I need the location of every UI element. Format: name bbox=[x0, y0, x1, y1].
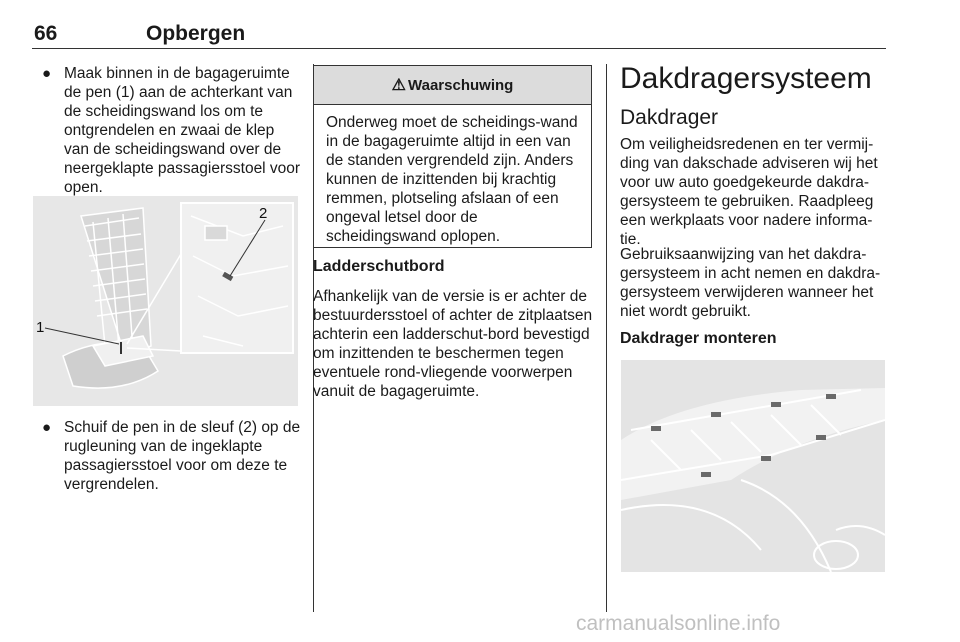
figure-label-2: 2 bbox=[259, 205, 268, 222]
page-title: Opbergen bbox=[146, 22, 246, 45]
roof-mount-heading: Dakdrager monteren bbox=[620, 330, 777, 347]
warning-text: Onderweg moet de scheidings-wand in de bagageruimte altijd in een van de standen vergrendeld zijn. Anders kunnen de inzittenden bij krachtig remmen, plotseling afslaan of een ongeval letsel door de scheidingswand oplopen. bbox=[326, 114, 578, 245]
warning-header bbox=[314, 66, 591, 105]
ladder-text: Afhankelijk van de versie is er achter de bestuurdersstoel of achter de zitplaatsen achterin een ladderschut-bord bevestigd om inzittenden te beschermen tegen eventuele rond-vliegende voorwerpen vanuit de bagageruimte. bbox=[313, 288, 593, 400]
column-1 bbox=[40, 64, 302, 197]
list-item bbox=[40, 418, 302, 494]
column-1-bottom bbox=[40, 418, 302, 494]
page-header bbox=[32, 22, 886, 46]
roof-rack-illustration bbox=[621, 360, 885, 572]
roof-paragraph-2: Gebruiksaanwijzing van het dakdra-gersysteem in acht nemen en dakdra-gersysteem verwijderen wanneer het niet wordt gebruikt. bbox=[620, 246, 881, 320]
partition-wall-illustration bbox=[33, 196, 298, 406]
roof-paragraph-1: Om veiligheidsredenen en ter vermij-ding van dakschade adviseren wij het voor uw auto goedgekeurde dakdra-gersysteem te gebruiken. Raadpleeg een werkplaats voor nadere informa-tie. bbox=[620, 136, 878, 248]
figure-label-1: 1 bbox=[36, 319, 45, 336]
instruction-text-1: Maak binnen in de bagageruimte de pen (1) aan de achterkant van de scheidingswand los om te ontgrendelen en zwaai de klep van de scheidingswand over de neergeklapte passagiersstoel voor open. bbox=[64, 65, 301, 196]
list-item bbox=[40, 64, 302, 197]
header-divider bbox=[32, 48, 886, 49]
ladder-heading: Ladderschutbord bbox=[313, 258, 445, 275]
page-number: 66 bbox=[34, 22, 58, 45]
bullet-icon: ● bbox=[42, 65, 52, 82]
partition-wall-drawing bbox=[33, 196, 298, 406]
watermark: carmanualsonline.info bbox=[576, 612, 781, 635]
warning-title: Waarschuwing bbox=[408, 76, 514, 94]
subsection-title: Dakdrager bbox=[620, 106, 719, 129]
warning-box bbox=[313, 65, 592, 248]
roof-rack-drawing bbox=[621, 360, 885, 572]
bullet-icon: ● bbox=[42, 419, 52, 436]
instruction-text-2: Schuif de pen in de sleuf (2) op de rugleuning van de ingeklapte passagiersstoel voor om deze te vergrendelen. bbox=[64, 419, 301, 493]
warning-icon: ⚠ bbox=[391, 77, 407, 94]
section-title: Dakdragersysteem bbox=[620, 62, 872, 95]
column-divider-2 bbox=[606, 64, 607, 612]
